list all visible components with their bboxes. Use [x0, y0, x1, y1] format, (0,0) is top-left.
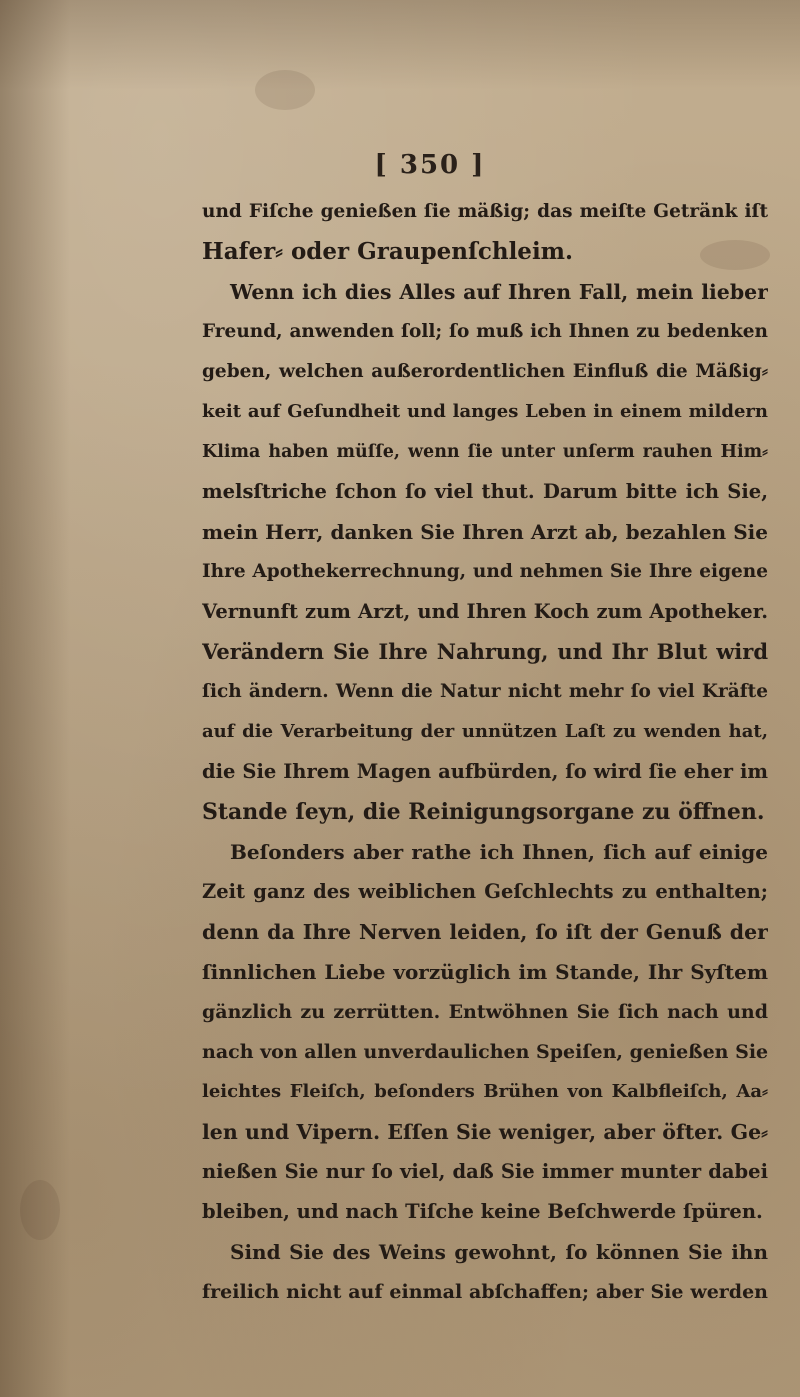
text-line: bleiben, und nach Tiſche keine Beſchwerde ſpüren.	[202, 1200, 763, 1223]
text-line: gänzlich zu zerrütten. Entwöhnen Sie ſich nach und	[202, 1001, 768, 1023]
text-line: nach von allen unverdaulichen Speiſen, genießen Sie	[202, 1041, 768, 1063]
text-line: ſinnlichen Liebe vorzüglich im Stande, Ihr Syſtem	[202, 960, 768, 984]
text-line: geben, welchen außerordentlichen Einfluß die Mäßig⸗	[202, 361, 768, 382]
text-line: Stande ſeyn, die Reinigungsorgane zu öffnen.	[202, 799, 765, 825]
text-line: freilich nicht auf einmal abſchaffen; aber Sie werden	[202, 1281, 768, 1303]
text-line: Sind Sie des Weins gewohnt, ſo können Sie ihn	[230, 1240, 768, 1264]
page-number: [ 350 ]	[374, 150, 486, 180]
text-line: Zeit ganz des weiblichen Geſchlechts zu enthalten;	[202, 880, 768, 903]
text-line: Hafer⸗ oder Graupenſchleim.	[202, 238, 574, 265]
text-line: die Sie Ihrem Magen aufbürden, ſo wird ſie eher im	[202, 760, 768, 783]
top-edge-shadow	[0, 0, 800, 90]
text-line: Klima haben müſſe, wenn ſie unter unſerm rauhen Him⸗	[202, 442, 768, 462]
text-line: Freund, anwenden ſoll; ſo muß ich Ihnen zu bedenken	[202, 321, 768, 342]
text-line: melsſtriche ſchon ſo viel thut. Darum bitte ich Sie,	[202, 480, 768, 503]
text-line: Vernunft zum Arzt, und Ihren Koch zum Apotheker.	[202, 600, 768, 623]
text-line: nießen Sie nur ſo viel, daß Sie immer munter dabei	[202, 1160, 768, 1183]
text-line: keit auf Geſundheit und langes Leben in einem mildern	[202, 401, 768, 422]
text-line: Wenn ich dies Alles auf Ihren Fall, mein lieber	[230, 280, 768, 304]
paper-stain	[20, 1180, 60, 1240]
text-line: Beſonders aber rathe ich Ihnen, ſich auf einige	[230, 840, 768, 864]
paper-stain	[255, 70, 315, 110]
text-line: leichtes Fleiſch, beſonders Brühen von Kalbfleiſch, Aa⸗	[202, 1081, 768, 1102]
text-line: mein Herr, danken Sie Ihren Arzt ab, bezahlen Sie	[202, 520, 768, 544]
text-line: len und Vipern. Eſſen Sie weniger, aber öfter. Ge⸗	[202, 1120, 768, 1144]
text-line: Verändern Sie Ihre Nahrung, und Ihr Blut wird	[202, 639, 768, 664]
text-line: Ihre Apothekerrechnung, und nehmen Sie Ihre eigene	[202, 561, 768, 582]
text-line: ſich ändern. Wenn die Natur nicht mehr ſo viel Kräfte	[202, 681, 768, 702]
text-line: denn da Ihre Nerven leiden, ſo iſt der Genuß der	[202, 920, 768, 944]
text-line: auf die Verarbeitung der unnützen Laſt zu wenden hat,	[202, 721, 768, 742]
text-line: und Fiſche genießen ſie mäßig; das meiſte Getränk iſt	[202, 201, 768, 222]
body-text	[202, 192, 768, 1312]
